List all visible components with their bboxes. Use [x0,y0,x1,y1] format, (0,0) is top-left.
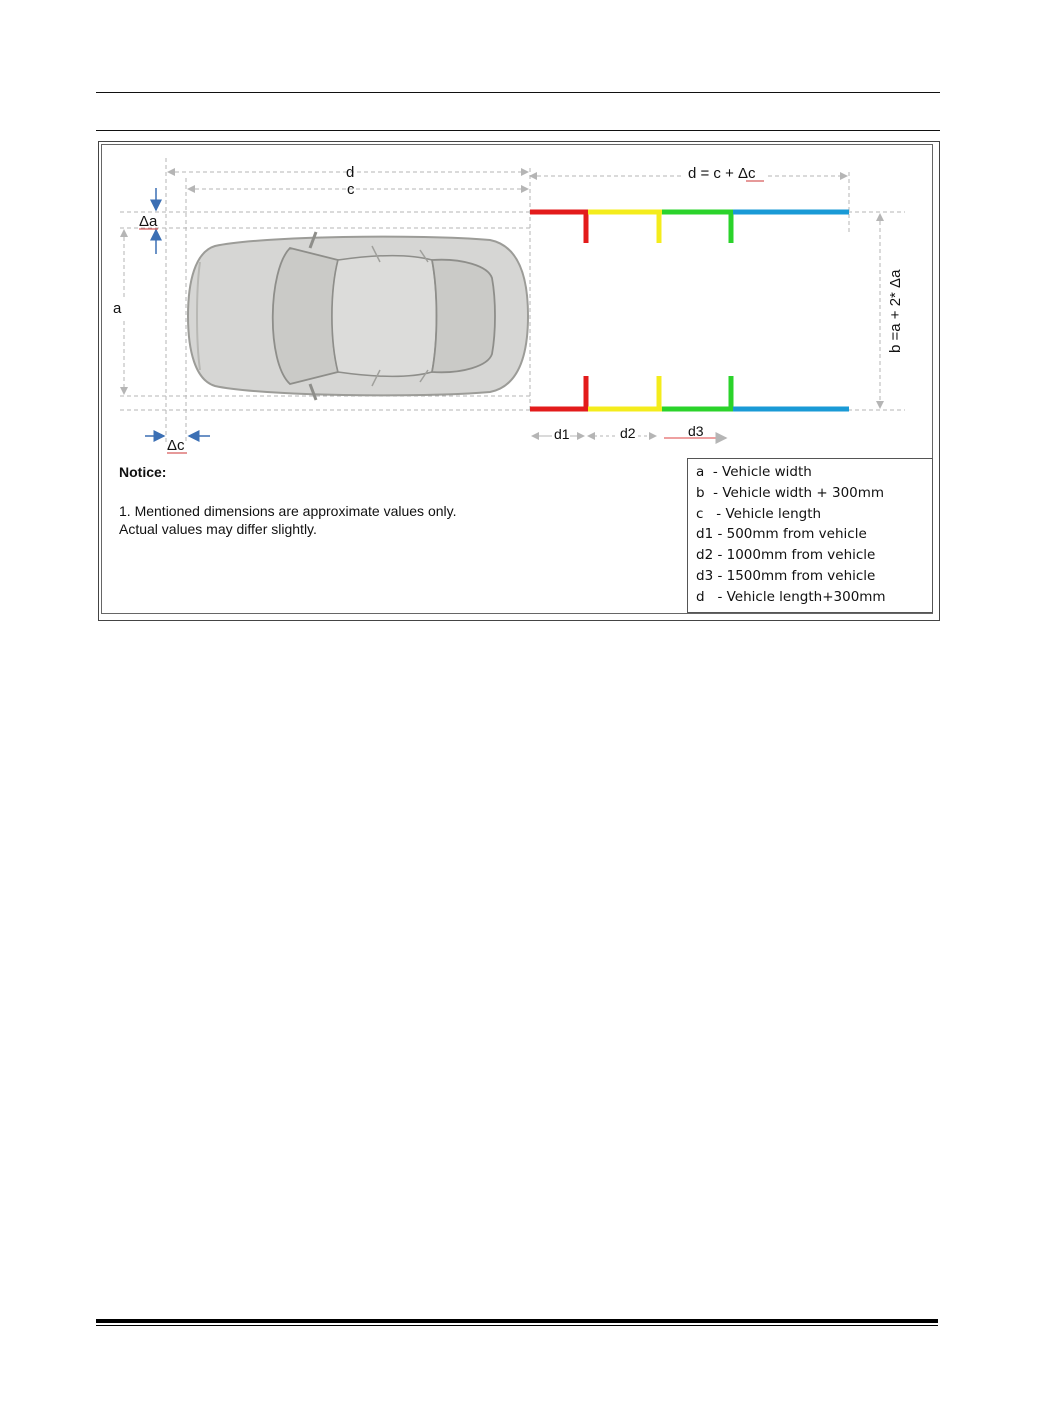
dim-d-formula-label: d = c + Δc [688,165,756,182]
dim-b-label: b =a + 2* Δa [887,269,904,353]
footer-rule-thin [96,1325,938,1326]
legend-row-d1: d1 - 500mm from vehicle [696,526,867,543]
legend-row-d2: d2 - 1000mm from vehicle [696,547,876,564]
legend-row-d3: d3 - 1500mm from vehicle [696,567,876,584]
dim-c-label: c [347,181,355,198]
legend-row-b: b - Vehicle width + 300mm [696,484,885,501]
legend-box [687,458,933,613]
delta-c-label: Δc [167,437,185,454]
legend-row-c: c - Vehicle length [696,505,822,522]
dim-d1-label: d1 [554,426,570,442]
dim-a-label: a [113,300,122,317]
footer-rule-thick [96,1319,938,1323]
dim-d-label: d [346,164,355,181]
legend-row-d: d - Vehicle length+300mm [696,588,886,605]
dim-d3-label: d3 [688,423,704,439]
legend-row-a: a - Vehicle width [696,464,812,480]
delta-a-label: Δa [139,213,158,230]
notice-line-1: 1. Mentioned dimensions are approximate values only. [119,503,457,519]
car-top-view-icon [188,232,528,400]
dim-d2-label: d2 [620,425,636,441]
zone-bars [530,212,849,409]
notice-line-2: Actual values may differ slightly. [119,521,317,537]
notice-title: Notice: [119,464,167,480]
